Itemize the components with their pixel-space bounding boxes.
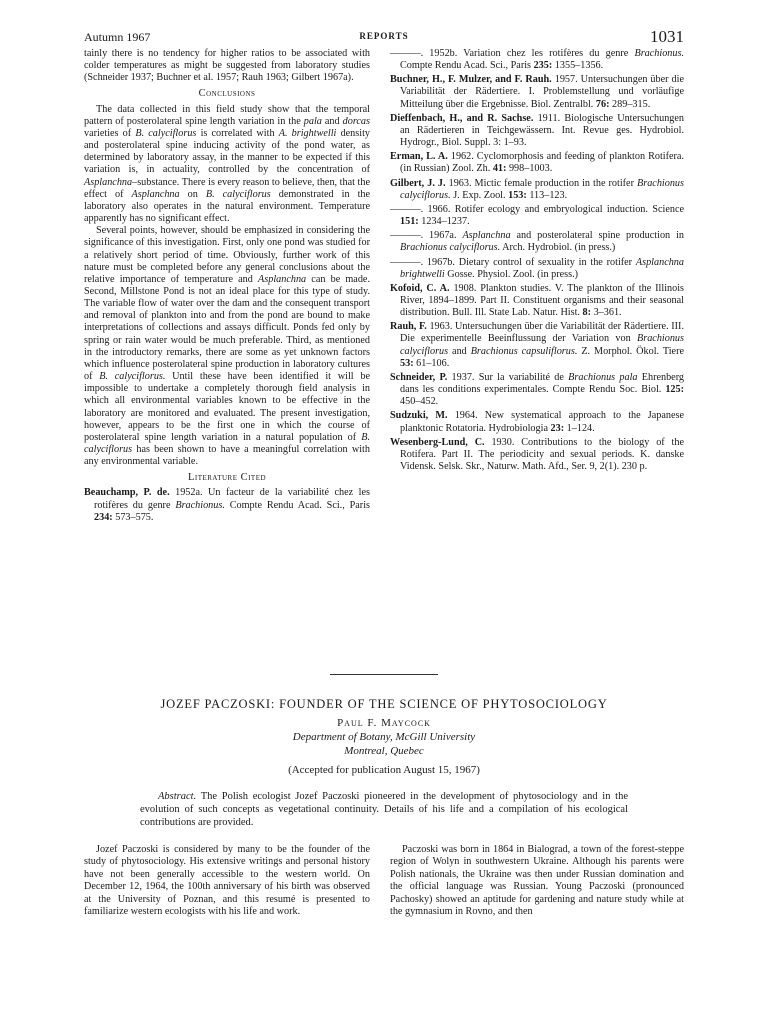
- text-run: ———. 1952b. Variation chez les rotifères du genre: [390, 48, 635, 59]
- italic-text: B. calyciflorus: [84, 431, 370, 455]
- article-body-left: Jozef Paczoski is considered by many to be the founder of the study of phytosociology. His extensive writings and personal history have not been generally accessible to the western world. On December 12, 1964, the 100th anniversary of his birth was observed at the University of Poznan, and this resumé is presented to familiarize western ecologists with his life and work.: [84, 844, 370, 918]
- text-run: 1911. Biologische Untersuchungen an Rädertieren in Teichgewässern. Int. Revue ges. Hydrobiol. Hydrogr., Biol. Suppl. 3: 1–93.: [400, 112, 684, 149]
- bold-text: Rauh, F.: [390, 321, 427, 333]
- reference-author: Beauchamp, P. de.: [84, 487, 170, 499]
- reference-entry: [390, 204, 684, 228]
- text-run: 1957. Untersuchungen über die Variabilität der Rädertiere. I. Problemstellung und vorläufige Mitteilung über die Ergebnisse. Biol. Zentralbl.: [400, 74, 684, 110]
- reference-pages: 573–575.: [112, 511, 154, 523]
- bold-text: Buchner, H., F. Mulzer, and F. Rauh.: [390, 74, 552, 86]
- text-run: demonstrated in the laboratory also operates in the natural environment. Temperature apparently has no significant effect.: [84, 188, 371, 225]
- section-name: REPORTS: [359, 31, 409, 41]
- author-department: Department of Botany, McGill University: [292, 731, 476, 743]
- bold-text: Kofoid, C. A.: [390, 282, 450, 294]
- text-run: 1963. Mictic female production in the rotifer: [445, 177, 638, 189]
- bold-text: Schneider, P.: [390, 371, 448, 383]
- bold-text: 76:: [595, 98, 610, 110]
- text-run: J. Exp. Zool.: [450, 189, 509, 201]
- italic-text: Asplanchna: [84, 176, 133, 188]
- bold-text: 151:: [400, 216, 419, 228]
- reference-genus: Brachionus.: [175, 499, 225, 511]
- article-abstract: [140, 790, 628, 829]
- italic-text: Asplanchna: [462, 230, 511, 242]
- text-run: 1964. New systematical approach to the Japanese planktonic Rotatoria. Hydrobiologia: [400, 410, 685, 434]
- text-run: 1930. Contributions to the biology of the Rotifera. Part II. The periodicity and sexual periods. K. danske Vidensk. Selsk. Skr., Naturw. Math. Afd., Ser. 9, 2(1). 230 p.: [400, 436, 685, 472]
- italic-text: Asplanchna: [258, 273, 307, 285]
- italic-text: B. calyciflorus.: [99, 371, 166, 383]
- literature-cited-heading: Literature Cited: [187, 472, 267, 484]
- text-run: density and posterolateral spine inducing activity of the pond water, as determined by laboratory assay, in the manner to be expected if this variation is, in actuality, controlled by the concentration of: [84, 127, 370, 176]
- italic-text: Brachionus.: [634, 48, 684, 59]
- bold-text: 153:: [508, 189, 527, 201]
- reference-entry: [84, 487, 370, 523]
- conclusions-paragraph-2: [84, 225, 370, 468]
- text-run: –substance. There is every reason to believe, then, that the effect of: [84, 176, 370, 200]
- reference-entry: [390, 283, 684, 319]
- article-author: Paul F. Maycock: [337, 717, 431, 729]
- italic-text: dorcas: [342, 115, 370, 127]
- bold-text: Wesenberg-Lund, C.: [390, 436, 485, 448]
- text-run: 1962. Cyclomorphosis and feeding of plankton Rotifera. (in Russian) Zool. Zh.: [400, 151, 685, 175]
- text-run: 450–452.: [400, 396, 439, 408]
- reference-entry: [390, 151, 684, 175]
- reference-entry: [390, 74, 684, 110]
- left-column: [84, 48, 370, 526]
- text-run: 1355–1356.: [552, 60, 604, 72]
- bold-text: Erman, L. A.: [390, 151, 448, 163]
- text-run: 289–315.: [609, 98, 651, 110]
- text-run: 3–361.: [591, 307, 622, 319]
- italic-text: Brachionus calyciflorus.: [400, 177, 684, 201]
- text-run: Z. Morphol. Ökol. Tiere: [577, 345, 684, 357]
- paragraph-continued: tainly there is no tendency for higher ratios to be associated with colder temperatures as might be suggested from laboratory studies (Schneider 1937; Buchner et al. 1957; Rauh 1963; Gilbert 1967a).: [84, 48, 370, 84]
- reference-entry: [390, 48, 684, 72]
- article-header: [84, 697, 684, 776]
- text-run: 1–124.: [564, 422, 595, 434]
- italic-text: pala: [303, 115, 322, 127]
- text-run: 1963. Untersuchungen über die Variabilität der Rädertiere. III. Die experimentelle Beeinflussung der Variation von: [400, 321, 684, 345]
- reference-entry: [390, 230, 684, 254]
- right-column-references: [390, 48, 684, 475]
- reference-entry: [390, 321, 684, 370]
- text-run: ———. 1966. Rotifer ecology and embryological induction. Science: [390, 203, 684, 215]
- running-header: [84, 28, 684, 48]
- reference-entry: [390, 113, 684, 149]
- text-run: ———. 1967a.: [390, 230, 463, 242]
- bold-text: 23:: [550, 422, 565, 434]
- italic-text: Asplanchna brightwelli: [400, 256, 684, 280]
- reference-entry: [390, 372, 684, 408]
- text-run: 1908. Plankton studies. V. The plankton of the Illinois River, 1894–1899. Part II. Constituent organisms and their seasonal distribution. Bull. Ill. State Lab. Natur. Hist.: [400, 282, 685, 319]
- abstract-text: The Polish ecologist Jozef Paczoski pioneered in the development of phytosociology and in the evolution of such concepts as vegetational continuity. Details of his life and a compilation of his ecological contributions are provided.: [140, 791, 628, 828]
- accepted-date: (Accepted for publication August 15, 1967): [288, 764, 480, 776]
- italic-text: B. calyciflorus: [135, 127, 197, 139]
- section-divider: [330, 674, 438, 675]
- text-run: 1937. Sur la variabilité de: [447, 371, 569, 383]
- text-run: Compte Rendu Acad. Sci., Paris: [400, 60, 534, 72]
- article-title: JOZEF PACZOSKI: FOUNDER OF THE SCIENCE OF PHYTOSOCIOLOGY: [160, 697, 608, 711]
- italic-text: A. brightwelli: [278, 127, 337, 139]
- text-run: 113–123.: [526, 189, 568, 201]
- bold-text: Gilbert, J. J.: [390, 177, 446, 189]
- bold-text: Dieffenbach, H., and R. Sachse.: [390, 112, 534, 124]
- reference-text: Compte Rendu Acad. Sci., Paris: [224, 499, 370, 511]
- conclusions-heading: Conclusions: [198, 88, 256, 100]
- text-run: on: [179, 188, 206, 200]
- italic-text: Brachionus calyciflorus: [400, 333, 684, 357]
- italic-text: Brachionus pala: [568, 371, 638, 383]
- text-run: is correlated with: [196, 127, 279, 139]
- reference-entry: [390, 257, 684, 281]
- text-run: and posterolateral spine production in: [510, 230, 684, 242]
- italic-text: Brachionus calyciflorus.: [400, 242, 501, 254]
- text-run: The data collected in this field study show that the temporal pattern of posterolateral spine length variation in the: [84, 103, 370, 127]
- article-body-right: Paczoski was born in 1864 in Bialograd, a town of the forest-steppe region of Wolyn in southwestern Ukraine. Although his parents were Polish nationals, the Ukraine was then under Russian domination and the official language was Russian. Young Paczoski (pronounced Pachosky) showed an aptitude for gardening and nature study while at the gymnasium in Rovno, and then: [390, 844, 684, 918]
- text-run: 61–106.: [413, 357, 450, 369]
- italic-text: B. calyciflorus: [205, 188, 271, 200]
- text-run: 1234–1237.: [418, 216, 470, 228]
- reference-entry: [390, 410, 684, 434]
- bold-text: Sudzuki, M.: [390, 410, 448, 422]
- text-run: Gosse. Physiol. Zool. (in press.): [444, 268, 579, 280]
- bold-text: 125:: [665, 384, 684, 396]
- text-run: Until these have been identified it will be impossible to undertake a completely thorough field analysis in which all environmental variables known to be effective in the laboratory are monitored and evaluated. The present investigation, however, appears to be the first one in which the course of posterolateral spine length variation in a natural population of: [84, 371, 370, 443]
- reference-entry: [390, 437, 684, 473]
- conclusions-paragraph-1: [84, 104, 370, 226]
- author-location: Montreal, Quebec: [344, 745, 424, 757]
- page-number: 1031: [650, 27, 684, 46]
- text-run: Arch. Hydrobiol. (in press.): [500, 242, 616, 254]
- text-run: and: [321, 115, 343, 127]
- reference-volume: 234:: [94, 511, 113, 523]
- bold-text: 41:: [492, 163, 507, 175]
- bold-text: 8:: [582, 307, 592, 319]
- text-run: varieties of: [84, 127, 136, 139]
- text-run: 998–1003.: [506, 163, 553, 175]
- text-run: Ehrenberg dans les conditions experimentales. Compte Rendu Soc. Biol.: [400, 371, 684, 396]
- bold-text: 53:: [400, 357, 414, 369]
- reference-entry: [390, 178, 684, 202]
- issue-date: Autumn 1967: [84, 30, 151, 44]
- abstract-label: Abstract.: [158, 791, 197, 802]
- bold-text: 235:: [533, 60, 553, 72]
- text-run: ———. 1967b. Dietary control of sexuality in the rotifer: [390, 256, 636, 268]
- text-run: Several points, however, should be emphasized in considering the significance of this investigation. First, only one pond was studied for a relatively short period of time. Obviously, further work of this nature must be completed before any general conclusions about the relative importance of temperature and: [84, 225, 370, 285]
- text-run: can be made. Second, Millstone Pond is not an ideal place for this type of study. The variable flow of water over the dam and the consequent transport and removal of plankton into and from the pond are bound to make interpretations of collections and assays difficult. Ponds fed only by spring or rain water would be much preferable. Third, as mentioned in the introductory remarks, there are some as yet unknown factors which influence posterolateral spine production in laboratory cultures of: [84, 273, 370, 383]
- italic-text: Asplanchna: [131, 188, 180, 200]
- reference-text: 1952a. Un facteur de la variabilité chez les rotifères du genre: [94, 487, 370, 511]
- text-run: has been shown to have a meaningful correlation with any environmental variable.: [84, 444, 370, 468]
- text-run: and: [448, 345, 471, 357]
- italic-text: Brachionus capsuliflorus.: [470, 345, 578, 357]
